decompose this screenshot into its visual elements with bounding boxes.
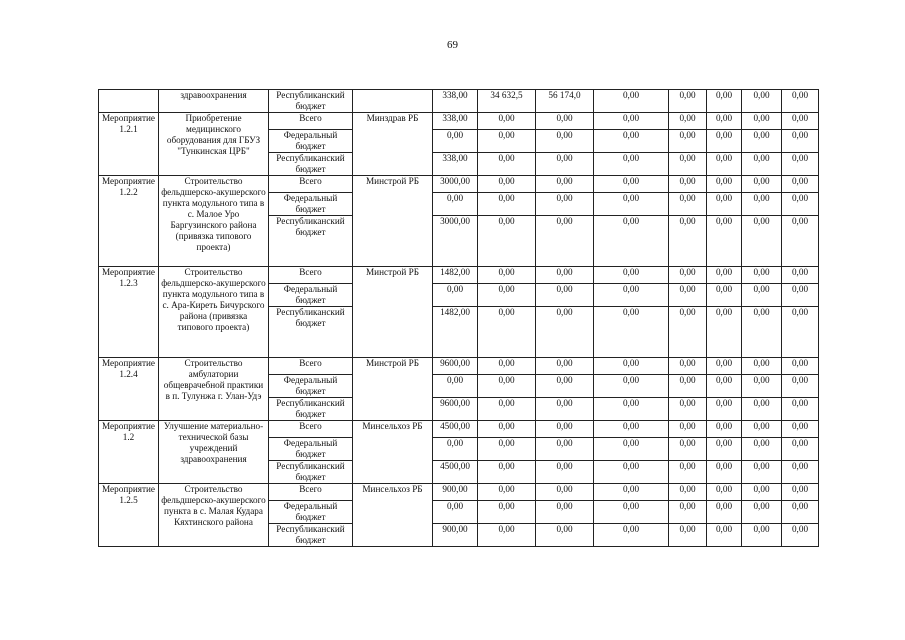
value-cell: 0,00 [478, 501, 536, 524]
value-cell: 0,00 [594, 501, 669, 524]
value-cell: 0,00 [536, 484, 594, 501]
table-row [99, 358, 819, 375]
value-cell: 0,00 [536, 524, 594, 547]
value-cell: 0,00 [536, 358, 594, 375]
event-cell: Мероприятие 1.2.5 [99, 484, 159, 547]
value-cell: 0,00 [742, 484, 782, 501]
value-cell: 0,00 [478, 113, 536, 130]
value-cell: 0,00 [742, 90, 782, 113]
value-cell: 0,00 [594, 438, 669, 461]
value-cell: 0,00 [742, 421, 782, 438]
value-cell: 0,00 [707, 267, 742, 284]
value-cell: 0,00 [669, 421, 707, 438]
value-cell: 0,00 [782, 113, 819, 130]
executor-cell: Минстрой РБ [353, 267, 433, 358]
value-cell: 0,00 [433, 284, 478, 307]
value-cell: 9600,00 [433, 398, 478, 421]
event-cell: Мероприятие 1.2.3 [99, 267, 159, 358]
value-cell: 0,00 [669, 358, 707, 375]
event-name-cell: здравоохранения [159, 90, 269, 113]
value-cell: 0,00 [669, 90, 707, 113]
funding-source-cell: Всего [269, 421, 353, 438]
value-cell: 0,00 [433, 501, 478, 524]
value-cell: 0,00 [478, 524, 536, 547]
value-cell: 900,00 [433, 524, 478, 547]
funding-source-cell: Республиканский бюджет [269, 461, 353, 484]
value-cell: 4500,00 [433, 421, 478, 438]
event-name-cell: Улучшение материально-технической базы учреждений здравоохранения [159, 421, 269, 484]
value-cell: 0,00 [669, 130, 707, 153]
value-cell: 0,00 [742, 461, 782, 484]
funding-source-cell: Всего [269, 113, 353, 130]
value-cell: 0,00 [594, 484, 669, 501]
value-cell: 0,00 [594, 113, 669, 130]
value-cell: 0,00 [782, 216, 819, 267]
value-cell: 0,00 [669, 461, 707, 484]
value-cell: 0,00 [742, 375, 782, 398]
event-cell [99, 90, 159, 113]
funding-source-cell: Федеральный бюджет [269, 284, 353, 307]
value-cell: 0,00 [478, 284, 536, 307]
funding-source-cell: Всего [269, 176, 353, 193]
event-name-cell: Строительство амбулатории общеврачебной практики в п. Тулунжа г. Улан-Удэ [159, 358, 269, 421]
value-cell: 0,00 [594, 216, 669, 267]
value-cell: 0,00 [594, 153, 669, 176]
funding-source-cell: Республиканский бюджет [269, 307, 353, 358]
table-row [99, 90, 819, 113]
value-cell: 0,00 [782, 358, 819, 375]
value-cell: 0,00 [478, 484, 536, 501]
value-cell: 0,00 [782, 267, 819, 284]
table-row [99, 176, 819, 193]
funding-source-cell: Всего [269, 484, 353, 501]
value-cell: 0,00 [478, 438, 536, 461]
value-cell: 0,00 [782, 193, 819, 216]
value-cell: 0,00 [742, 216, 782, 267]
value-cell: 0,00 [707, 358, 742, 375]
value-cell: 0,00 [669, 398, 707, 421]
value-cell: 0,00 [669, 284, 707, 307]
value-cell: 0,00 [433, 130, 478, 153]
value-cell: 0,00 [707, 176, 742, 193]
value-cell: 9600,00 [433, 358, 478, 375]
value-cell: 0,00 [536, 176, 594, 193]
funding-source-cell: Всего [269, 358, 353, 375]
value-cell: 0,00 [669, 524, 707, 547]
value-cell: 0,00 [478, 398, 536, 421]
value-cell: 0,00 [478, 193, 536, 216]
value-cell: 4500,00 [433, 461, 478, 484]
value-cell: 0,00 [478, 153, 536, 176]
value-cell: 0,00 [782, 461, 819, 484]
value-cell: 0,00 [478, 307, 536, 358]
executor-cell: Минстрой РБ [353, 358, 433, 421]
value-cell: 0,00 [742, 284, 782, 307]
value-cell: 0,00 [594, 461, 669, 484]
value-cell: 0,00 [782, 375, 819, 398]
value-cell: 0,00 [669, 113, 707, 130]
value-cell: 3000,00 [433, 176, 478, 193]
table-row [99, 113, 819, 130]
value-cell: 0,00 [536, 398, 594, 421]
funding-source-cell: Республиканский бюджет [269, 398, 353, 421]
value-cell: 338,00 [433, 90, 478, 113]
value-cell: 0,00 [782, 284, 819, 307]
value-cell: 338,00 [433, 153, 478, 176]
value-cell: 0,00 [669, 153, 707, 176]
value-cell: 56 174,0 [536, 90, 594, 113]
funding-source-cell: Федеральный бюджет [269, 438, 353, 461]
value-cell: 0,00 [433, 375, 478, 398]
value-cell: 0,00 [707, 130, 742, 153]
executor-cell [353, 90, 433, 113]
value-cell: 0,00 [707, 307, 742, 358]
value-cell: 0,00 [742, 267, 782, 284]
value-cell: 0,00 [536, 307, 594, 358]
value-cell: 900,00 [433, 484, 478, 501]
value-cell: 0,00 [536, 375, 594, 398]
value-cell: 0,00 [707, 90, 742, 113]
value-cell: 0,00 [478, 375, 536, 398]
value-cell: 34 632,5 [478, 90, 536, 113]
table-row [99, 421, 819, 438]
event-name-cell: Приобретение медицинского оборудования для ГБУЗ "Тункинская ЦРБ" [159, 113, 269, 176]
value-cell: 0,00 [594, 375, 669, 398]
value-cell: 0,00 [782, 176, 819, 193]
funding-source-cell: Всего [269, 267, 353, 284]
value-cell: 0,00 [478, 176, 536, 193]
value-cell: 0,00 [782, 438, 819, 461]
value-cell: 0,00 [707, 421, 742, 438]
event-cell: Мероприятие 1.2.2 [99, 176, 159, 267]
value-cell: 0,00 [669, 484, 707, 501]
value-cell: 0,00 [669, 176, 707, 193]
page-number: 69 [447, 39, 458, 51]
value-cell: 0,00 [536, 216, 594, 267]
value-cell: 0,00 [433, 193, 478, 216]
value-cell: 0,00 [594, 130, 669, 153]
value-cell: 0,00 [536, 113, 594, 130]
value-cell: 0,00 [478, 421, 536, 438]
funding-source-cell: Федеральный бюджет [269, 375, 353, 398]
value-cell: 0,00 [782, 421, 819, 438]
funding-source-cell: Республиканский бюджет [269, 90, 353, 113]
executor-cell: Минздрав РБ [353, 113, 433, 176]
value-cell: 0,00 [707, 113, 742, 130]
executor-cell: Минстрой РБ [353, 176, 433, 267]
value-cell: 0,00 [594, 267, 669, 284]
event-name-cell: Строительство фельдшерско-акушерского пункта модульного типа в с. Ара-Киреть Бичурского района (привязка типового проекта) [159, 267, 269, 358]
value-cell: 0,00 [742, 153, 782, 176]
value-cell: 1482,00 [433, 267, 478, 284]
value-cell: 0,00 [742, 113, 782, 130]
budget-table [98, 89, 819, 547]
value-cell: 0,00 [594, 524, 669, 547]
funding-source-cell: Республиканский бюджет [269, 524, 353, 547]
value-cell: 0,00 [669, 501, 707, 524]
value-cell: 0,00 [742, 193, 782, 216]
table-row [99, 484, 819, 501]
value-cell: 0,00 [594, 90, 669, 113]
value-cell: 0,00 [594, 176, 669, 193]
funding-source-cell: Федеральный бюджет [269, 193, 353, 216]
value-cell: 0,00 [536, 461, 594, 484]
executor-cell: Минсельхоз РБ [353, 484, 433, 547]
value-cell: 3000,00 [433, 216, 478, 267]
value-cell: 0,00 [594, 284, 669, 307]
funding-source-cell: Федеральный бюджет [269, 501, 353, 524]
funding-source-cell: Республиканский бюджет [269, 153, 353, 176]
event-cell: Мероприятие 1.2 [99, 421, 159, 484]
value-cell: 0,00 [669, 375, 707, 398]
value-cell: 0,00 [707, 484, 742, 501]
value-cell: 0,00 [478, 216, 536, 267]
value-cell: 0,00 [478, 461, 536, 484]
value-cell: 0,00 [782, 153, 819, 176]
value-cell: 0,00 [742, 130, 782, 153]
value-cell: 0,00 [478, 267, 536, 284]
value-cell: 1482,00 [433, 307, 478, 358]
value-cell: 0,00 [536, 153, 594, 176]
value-cell: 0,00 [594, 398, 669, 421]
event-cell: Мероприятие 1.2.1 [99, 113, 159, 176]
value-cell: 0,00 [707, 438, 742, 461]
executor-cell: Минсельхоз РБ [353, 421, 433, 484]
value-cell: 0,00 [536, 284, 594, 307]
value-cell: 0,00 [478, 358, 536, 375]
value-cell: 0,00 [782, 307, 819, 358]
event-name-cell: Строительство фельдшерско-акушерского пункта модульного типа в с. Малое Уро Баргузинского района (привязка типового проекта) [159, 176, 269, 267]
value-cell: 0,00 [782, 501, 819, 524]
value-cell: 0,00 [536, 421, 594, 438]
value-cell: 0,00 [536, 193, 594, 216]
value-cell: 0,00 [782, 90, 819, 113]
value-cell: 0,00 [594, 421, 669, 438]
value-cell: 0,00 [742, 307, 782, 358]
value-cell: 0,00 [742, 398, 782, 421]
value-cell: 0,00 [536, 438, 594, 461]
event-name-cell: Строительство фельдшерско-акушерского пункта в с. Малая Кудара Кяхтинского района [159, 484, 269, 547]
value-cell: 0,00 [669, 307, 707, 358]
value-cell: 0,00 [707, 284, 742, 307]
value-cell: 338,00 [433, 113, 478, 130]
value-cell: 0,00 [536, 267, 594, 284]
value-cell: 0,00 [707, 461, 742, 484]
value-cell: 0,00 [742, 176, 782, 193]
value-cell: 0,00 [478, 130, 536, 153]
event-cell: Мероприятие 1.2.4 [99, 358, 159, 421]
value-cell: 0,00 [742, 358, 782, 375]
value-cell: 0,00 [707, 398, 742, 421]
value-cell: 0,00 [669, 438, 707, 461]
value-cell: 0,00 [707, 375, 742, 398]
funding-source-cell: Республиканский бюджет [269, 216, 353, 267]
value-cell: 0,00 [782, 130, 819, 153]
table-row [99, 267, 819, 284]
value-cell: 0,00 [594, 307, 669, 358]
value-cell: 0,00 [742, 524, 782, 547]
funding-source-cell: Федеральный бюджет [269, 130, 353, 153]
value-cell: 0,00 [536, 130, 594, 153]
value-cell: 0,00 [742, 438, 782, 461]
value-cell: 0,00 [707, 216, 742, 267]
value-cell: 0,00 [536, 501, 594, 524]
value-cell: 0,00 [433, 438, 478, 461]
value-cell: 0,00 [707, 501, 742, 524]
value-cell: 0,00 [742, 501, 782, 524]
value-cell: 0,00 [707, 153, 742, 176]
value-cell: 0,00 [707, 193, 742, 216]
value-cell: 0,00 [669, 267, 707, 284]
value-cell: 0,00 [782, 398, 819, 421]
value-cell: 0,00 [669, 216, 707, 267]
value-cell: 0,00 [782, 484, 819, 501]
value-cell: 0,00 [782, 524, 819, 547]
value-cell: 0,00 [669, 193, 707, 216]
value-cell: 0,00 [707, 524, 742, 547]
value-cell: 0,00 [594, 358, 669, 375]
table-body [99, 90, 819, 547]
value-cell: 0,00 [594, 193, 669, 216]
